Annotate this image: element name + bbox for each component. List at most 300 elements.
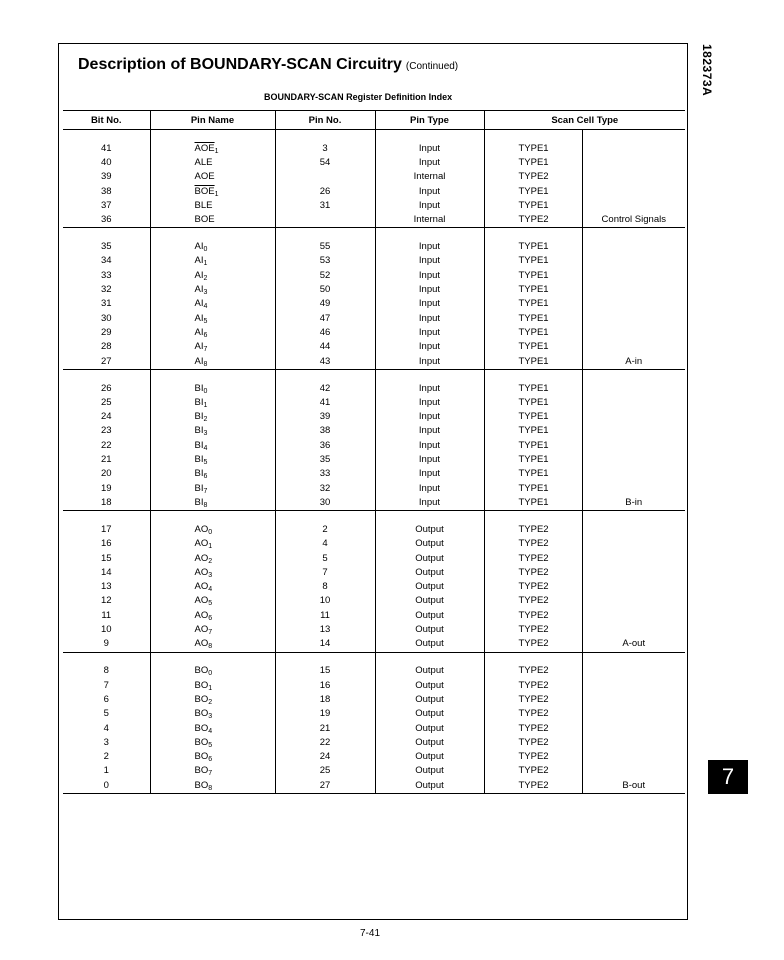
pin-type-cell: Output <box>375 764 484 778</box>
pin-name-subscript: 0 <box>208 670 213 678</box>
pin-name-cell <box>150 580 275 594</box>
pin-name-base: AO <box>194 624 209 636</box>
pin-number-cell: 5 <box>275 552 375 566</box>
bit-number-cell: 33 <box>100 269 112 281</box>
pin-name-subscript: 6 <box>208 614 213 622</box>
bit-number-cell: 6 <box>103 693 109 705</box>
pin-number-cell: 13 <box>275 623 375 637</box>
group-label-cell: A-in <box>582 228 685 369</box>
pin-name-subscript: 5 <box>208 741 213 749</box>
pin-name-base: AO <box>194 595 209 607</box>
bit-number-cell: 14 <box>100 566 112 578</box>
pin-name-subscript: 7 <box>208 629 213 637</box>
pin-name-base: ALE <box>194 157 213 168</box>
bit-number-cell: 3 <box>103 736 109 748</box>
scan-cell-type-cell: TYPE2 <box>484 511 582 538</box>
pin-name-cell <box>150 764 275 778</box>
pin-number-cell: 49 <box>275 297 375 311</box>
pin-type-cell: Output <box>375 736 484 750</box>
pin-name-base: BO <box>194 779 209 791</box>
pin-type-cell: Output <box>375 679 484 693</box>
pin-type-cell: Input <box>375 130 484 157</box>
pin-name-base: AI <box>194 241 204 253</box>
pin-name-subscript: 3 <box>203 430 208 438</box>
pin-name-cell <box>150 736 275 750</box>
pin-name-cell <box>150 326 275 340</box>
pin-name-subscript: 2 <box>208 698 213 706</box>
pin-name-base: AO <box>194 538 209 550</box>
pin-name-cell <box>150 170 275 184</box>
pin-name-subscript: 5 <box>203 459 208 467</box>
pin-type-cell: Output <box>375 637 484 652</box>
pin-name-subscript: 8 <box>203 360 208 368</box>
pin-name-base: AO <box>194 552 209 564</box>
pin-type-cell: Input <box>375 283 484 297</box>
pin-type-cell: Output <box>375 552 484 566</box>
pin-name-subscript: 2 <box>203 274 208 282</box>
pin-name-base: AO <box>194 638 209 650</box>
scan-cell-type-cell: TYPE2 <box>484 679 582 693</box>
group-label-cell: B-out <box>582 652 685 793</box>
scan-cell-type-cell: TYPE2 <box>484 736 582 750</box>
pin-name-cell <box>150 722 275 736</box>
scan-cell-type-cell: TYPE1 <box>484 130 582 157</box>
table-title: BOUNDARY-SCAN Register Definition Index <box>264 92 453 102</box>
pin-name-base: BO <box>194 751 209 763</box>
bit-number-cell: 22 <box>100 439 112 451</box>
pin-name-cell <box>150 652 275 679</box>
scan-cell-type-cell: TYPE1 <box>484 199 582 213</box>
table-row <box>63 369 685 396</box>
pin-name-subscript: 1 <box>203 260 208 268</box>
bit-number-cell: 15 <box>100 552 112 564</box>
pin-name-subscript: 8 <box>208 784 213 792</box>
bit-number-cell: 37 <box>100 199 112 211</box>
pin-name-base: AI <box>194 298 204 310</box>
table-row <box>63 652 685 679</box>
pin-type-cell: Input <box>375 312 484 326</box>
bit-number-cell: 34 <box>100 255 112 267</box>
bit-number-cell: 13 <box>100 581 112 593</box>
pin-type-cell: Output <box>375 566 484 580</box>
scan-cell-type-cell: TYPE1 <box>484 439 582 453</box>
pin-name-cell <box>150 637 275 652</box>
pin-type-cell: Input <box>375 254 484 268</box>
boundary-scan-register-table <box>63 110 685 794</box>
pin-name-cell <box>150 185 275 199</box>
pin-name-base: AOE <box>194 171 215 183</box>
group-label-cell: Control Signals <box>582 130 685 228</box>
pin-name-cell <box>150 369 275 396</box>
pin-name-base: BO <box>194 765 209 777</box>
scan-cell-type-cell: TYPE1 <box>484 340 582 354</box>
pin-name-base: BI <box>194 411 204 423</box>
pin-name-base: BLE <box>194 199 213 211</box>
pin-name-cell <box>150 693 275 707</box>
pin-type-cell: Input <box>375 326 484 340</box>
pin-name-cell <box>150 552 275 566</box>
scan-cell-type-cell: TYPE1 <box>484 467 582 481</box>
scan-cell-type-cell: TYPE2 <box>484 594 582 608</box>
pin-number-cell: 30 <box>275 496 375 511</box>
bit-number-cell: 19 <box>100 482 112 494</box>
bit-number-cell: 1 <box>103 765 109 777</box>
pin-name-subscript: 0 <box>203 246 208 254</box>
pin-name-cell <box>150 355 275 370</box>
pin-type-cell: Output <box>375 779 484 794</box>
pin-number-cell: 47 <box>275 312 375 326</box>
pin-name-subscript: 3 <box>203 289 208 297</box>
pin-name-subscript: 8 <box>203 501 208 509</box>
scan-cell-type-cell: TYPE1 <box>484 424 582 438</box>
pin-number-cell: 2 <box>275 511 375 538</box>
pin-name-subscript: 7 <box>203 346 208 354</box>
scan-cell-type-cell: TYPE2 <box>484 213 582 228</box>
pin-name-cell <box>150 340 275 354</box>
pin-type-cell: Input <box>375 396 484 410</box>
pin-name-cell <box>150 269 275 283</box>
scan-cell-type-cell: TYPE1 <box>484 482 582 496</box>
bit-number-cell: 24 <box>100 411 112 423</box>
pin-type-cell: Output <box>375 537 484 551</box>
pin-name-base: BI <box>194 468 204 480</box>
pin-name-cell <box>150 410 275 424</box>
scan-cell-type-cell: TYPE1 <box>484 410 582 424</box>
scan-cell-type-cell: TYPE2 <box>484 609 582 623</box>
bit-number-cell: 4 <box>103 722 109 734</box>
bit-number-cell: 27 <box>63 355 150 370</box>
pin-name-base: AI <box>194 255 204 267</box>
bit-number-cell: 8 <box>103 665 109 677</box>
scan-cell-type-cell: TYPE2 <box>484 652 582 679</box>
pin-number-cell: 31 <box>275 199 375 213</box>
pin-name-cell <box>150 297 275 311</box>
pin-number-cell: 22 <box>275 736 375 750</box>
pin-name-cell <box>150 439 275 453</box>
pin-type-cell: Input <box>375 156 484 170</box>
bit-number-cell: 32 <box>100 284 112 296</box>
pin-name-subscript: 1 <box>208 684 213 692</box>
pin-type-cell: Input <box>375 340 484 354</box>
pin-number-cell: 19 <box>275 707 375 721</box>
group-label-cell: A-out <box>582 511 685 652</box>
pin-name-subscript: 3 <box>208 713 213 721</box>
bit-number-cell: 9 <box>63 637 150 652</box>
scan-cell-type-cell: TYPE1 <box>484 283 582 297</box>
pin-number-cell: 16 <box>275 679 375 693</box>
pin-number-cell: 15 <box>275 652 375 679</box>
scan-cell-type-cell: TYPE2 <box>484 566 582 580</box>
scan-cell-type-cell: TYPE1 <box>484 369 582 396</box>
pin-number-cell: 11 <box>275 609 375 623</box>
bit-number-cell: 12 <box>100 595 112 607</box>
bit-number-cell: 39 <box>100 171 112 183</box>
pin-number-cell: 36 <box>275 439 375 453</box>
pin-name-cell <box>150 396 275 410</box>
table-row <box>63 228 685 255</box>
pin-name-cell <box>150 679 275 693</box>
scan-cell-type-cell: TYPE1 <box>484 254 582 268</box>
bit-number-cell: 5 <box>103 708 109 720</box>
bit-number-cell: 35 <box>100 241 112 253</box>
scan-cell-type-cell: TYPE1 <box>484 453 582 467</box>
pin-name-base: BO <box>194 693 209 705</box>
pin-name-base: BI <box>194 454 204 466</box>
pin-number-cell: 10 <box>275 594 375 608</box>
pin-number-cell: 46 <box>275 326 375 340</box>
scan-cell-type-cell: TYPE2 <box>484 170 582 184</box>
pin-type-cell: Input <box>375 467 484 481</box>
pin-name-cell <box>150 566 275 580</box>
pin-name-subscript: 1 <box>214 147 219 155</box>
pin-type-cell: Input <box>375 185 484 199</box>
column-header-scan-cell-type: Scan Cell Type <box>484 111 685 130</box>
pin-name-cell <box>150 424 275 438</box>
bit-number-cell: 36 <box>63 213 150 228</box>
bit-number-cell: 38 <box>100 185 112 197</box>
bit-number-cell: 0 <box>63 779 150 794</box>
bit-number-cell: 25 <box>100 396 112 408</box>
pin-number-cell: 25 <box>275 764 375 778</box>
pin-type-cell: Output <box>375 580 484 594</box>
pin-name-base: AO <box>194 523 209 535</box>
pin-name-subscript: 1 <box>203 401 208 409</box>
part-number-side-label: 182373A <box>700 44 714 97</box>
pin-name-cell <box>150 609 275 623</box>
pin-name-base: BI <box>194 396 204 408</box>
pin-number-cell: 43 <box>275 355 375 370</box>
table-header-row <box>63 111 685 130</box>
pin-name-base: AI <box>194 326 204 338</box>
pin-number-cell <box>275 170 375 184</box>
pin-name-subscript: 2 <box>203 416 208 424</box>
pin-name-subscript: 5 <box>208 600 213 608</box>
pin-type-cell: Output <box>375 609 484 623</box>
pin-name-base: BI <box>194 439 204 451</box>
bit-number-cell: 41 <box>100 142 112 154</box>
pin-type-cell: Input <box>375 453 484 467</box>
pin-number-cell: 52 <box>275 269 375 283</box>
pin-name-subscript: 4 <box>208 586 213 594</box>
pin-name-cell <box>150 453 275 467</box>
pin-number-cell: 53 <box>275 254 375 268</box>
column-header-pin-no: Pin No. <box>275 111 375 130</box>
scan-cell-type-cell: TYPE1 <box>484 396 582 410</box>
scan-cell-type-cell: TYPE2 <box>484 693 582 707</box>
bit-number-cell: 17 <box>100 523 112 535</box>
scan-cell-type-cell: TYPE1 <box>484 156 582 170</box>
bit-number-cell: 18 <box>63 496 150 511</box>
pin-name-base: AO <box>194 609 209 621</box>
pin-name-base: AO <box>194 566 209 578</box>
scan-cell-type-cell: TYPE1 <box>484 326 582 340</box>
pin-name-cell <box>150 779 275 794</box>
bit-number-cell: 30 <box>100 312 112 324</box>
scan-cell-type-cell: TYPE1 <box>484 185 582 199</box>
pin-name-subscript: 0 <box>203 387 208 395</box>
pin-type-cell: Input <box>375 297 484 311</box>
pin-name-subscript: 5 <box>203 317 208 325</box>
pin-name-base: AI <box>194 284 204 296</box>
pin-name-subscript: 4 <box>203 444 208 452</box>
bit-number-cell: 26 <box>100 382 112 394</box>
pin-name-base: BI <box>194 425 204 437</box>
bit-number-cell: 20 <box>100 468 112 480</box>
bit-number-cell: 7 <box>103 679 109 691</box>
scan-cell-type-cell: TYPE1 <box>484 496 582 511</box>
pin-name-subscript: 8 <box>208 643 213 651</box>
pin-type-cell: Input <box>375 439 484 453</box>
pin-name-cell <box>150 254 275 268</box>
scan-cell-type-cell: TYPE2 <box>484 537 582 551</box>
scan-cell-type-cell: TYPE2 <box>484 623 582 637</box>
pin-name-base: BO <box>194 736 209 748</box>
pin-name-cell <box>150 623 275 637</box>
pin-type-cell: Output <box>375 693 484 707</box>
pin-name-cell <box>150 228 275 255</box>
column-header-pin-type: Pin Type <box>375 111 484 130</box>
title-text: Description of BOUNDARY-SCAN Circuitry <box>78 56 402 73</box>
scan-cell-type-cell: TYPE2 <box>484 580 582 594</box>
pin-type-cell: Internal <box>375 170 484 184</box>
pin-type-cell: Input <box>375 424 484 438</box>
scan-cell-type-cell: TYPE1 <box>484 228 582 255</box>
scan-cell-type-cell: TYPE1 <box>484 355 582 370</box>
pin-name-base: BO <box>194 722 209 734</box>
pin-name-cell <box>150 283 275 297</box>
pin-name-base: AO <box>194 581 209 593</box>
pin-type-cell: Output <box>375 652 484 679</box>
pin-number-cell: 21 <box>275 722 375 736</box>
pin-name-base: AI <box>194 269 204 281</box>
pin-number-cell: 44 <box>275 340 375 354</box>
pin-name-cell <box>150 707 275 721</box>
bit-number-cell: 23 <box>100 425 112 437</box>
bit-number-cell: 21 <box>100 454 112 466</box>
pin-name-subscript: 4 <box>203 303 208 311</box>
pin-name-base: BI <box>194 496 204 508</box>
bit-number-cell: 28 <box>100 341 112 353</box>
pin-type-cell: Input <box>375 355 484 370</box>
pin-name-subscript: 1 <box>214 190 219 198</box>
pin-type-cell: Input <box>375 410 484 424</box>
pin-name-cell <box>150 213 275 228</box>
pin-name-base: AI <box>194 355 204 367</box>
scan-cell-type-cell: TYPE2 <box>484 722 582 736</box>
chapter-tab: 7 <box>708 760 748 794</box>
pin-type-cell: Input <box>375 199 484 213</box>
scan-cell-type-cell: TYPE1 <box>484 312 582 326</box>
pin-name-base: BO <box>194 665 209 677</box>
pin-type-cell: Output <box>375 750 484 764</box>
pin-type-cell: Internal <box>375 213 484 228</box>
pin-name-subscript: 7 <box>203 487 208 495</box>
pin-number-cell: 42 <box>275 369 375 396</box>
pin-name-subscript: 6 <box>203 473 208 481</box>
pin-type-cell: Input <box>375 482 484 496</box>
pin-name-base: BI <box>194 382 204 394</box>
pin-number-cell: 26 <box>275 185 375 199</box>
pin-name-cell <box>150 482 275 496</box>
pin-name-subscript: 6 <box>208 756 213 764</box>
pin-type-cell: Output <box>375 707 484 721</box>
pin-name-subscript: 7 <box>208 770 213 778</box>
pin-number-cell: 27 <box>275 779 375 794</box>
pin-number-cell: 14 <box>275 637 375 652</box>
pin-type-cell: Input <box>375 269 484 283</box>
pin-number-cell: 50 <box>275 283 375 297</box>
pin-number-cell: 7 <box>275 566 375 580</box>
pin-name-cell <box>150 467 275 481</box>
bit-number-cell: 11 <box>101 609 112 621</box>
bit-number-cell: 40 <box>100 157 112 168</box>
pin-number-cell: 55 <box>275 228 375 255</box>
pin-name-subscript: 6 <box>203 331 208 339</box>
pin-name-base: AI <box>194 312 204 324</box>
pin-name-subscript: 4 <box>208 727 213 735</box>
pin-name-base: BO <box>194 708 209 720</box>
pin-number-cell <box>275 213 375 228</box>
scan-cell-type-cell: TYPE1 <box>484 297 582 311</box>
scan-cell-type-cell: TYPE2 <box>484 552 582 566</box>
pin-name-cell <box>150 130 275 157</box>
column-header-pin-name: Pin Name <box>150 111 275 130</box>
pin-name-cell <box>150 199 275 213</box>
pin-name-base: BOE <box>194 214 215 226</box>
pin-name-base: $\overline{BOE}$ <box>194 185 215 197</box>
pin-type-cell: Output <box>375 623 484 637</box>
pin-name-subscript: 3 <box>208 571 213 579</box>
scan-cell-type-cell: TYPE2 <box>484 707 582 721</box>
pin-number-cell: 35 <box>275 453 375 467</box>
pin-name-cell <box>150 156 275 170</box>
pin-name-cell <box>150 537 275 551</box>
pin-number-cell: 4 <box>275 537 375 551</box>
bit-number-cell: 10 <box>100 624 112 636</box>
bit-number-cell: 31 <box>100 298 112 310</box>
group-label-cell: B-in <box>582 369 685 510</box>
pin-name-base: BO <box>194 679 209 691</box>
bit-number-cell: 29 <box>100 326 112 338</box>
pin-name-cell <box>150 511 275 538</box>
scan-cell-type-cell: TYPE1 <box>484 269 582 283</box>
scan-cell-type-cell: TYPE2 <box>484 637 582 652</box>
pin-name-base: BI <box>194 482 204 494</box>
pin-number-cell: 18 <box>275 693 375 707</box>
pin-name-cell <box>150 750 275 764</box>
pin-type-cell: Input <box>375 496 484 511</box>
pin-name-subscript: 1 <box>208 543 213 551</box>
scan-cell-type-cell: TYPE2 <box>484 764 582 778</box>
pin-number-cell: 8 <box>275 580 375 594</box>
bit-number-cell: 2 <box>103 751 109 763</box>
table-body <box>63 130 685 794</box>
table-row <box>63 511 685 538</box>
scan-cell-type-cell: TYPE2 <box>484 750 582 764</box>
title-suffix: (Continued) <box>405 61 459 72</box>
pin-type-cell: Input <box>375 228 484 255</box>
pin-number-cell: 32 <box>275 482 375 496</box>
bit-number-cell: 16 <box>100 538 112 550</box>
pin-number-cell: 3 <box>275 130 375 157</box>
pin-type-cell: Output <box>375 511 484 538</box>
pin-name-base: AI <box>194 341 204 353</box>
pin-type-cell: Input <box>375 369 484 396</box>
pin-number-cell: 33 <box>275 467 375 481</box>
pin-number-cell: 54 <box>275 156 375 170</box>
table-row <box>63 130 685 157</box>
pin-number-cell: 39 <box>275 410 375 424</box>
